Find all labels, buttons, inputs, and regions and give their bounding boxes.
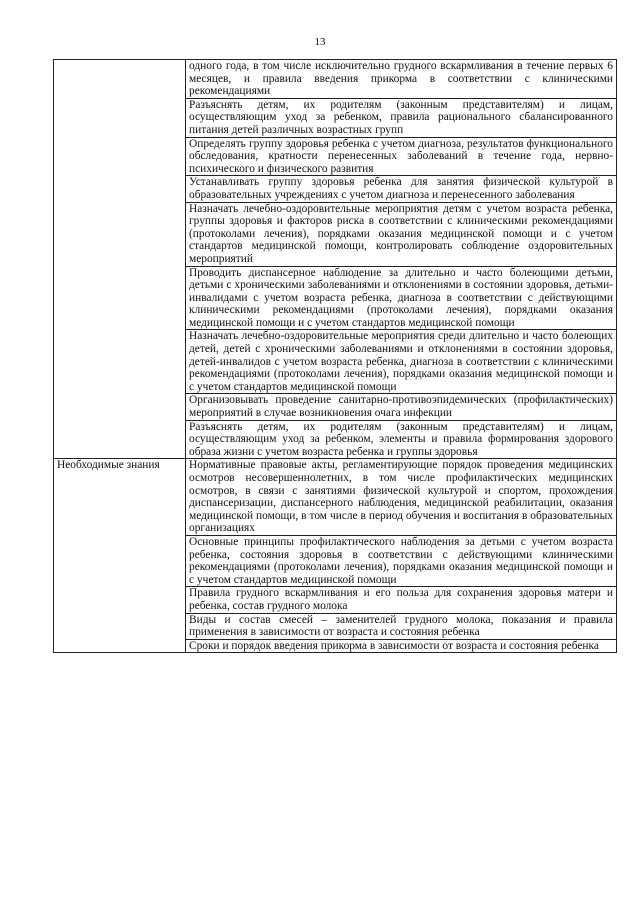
row-text: Правила грудного вскармливания и его польза для сохранения здоровья матери и ребенка, состав грудного молока — [189, 587, 613, 612]
row-text: Назначать лечебно-оздоровительные мероприятия детям с учетом возраста ребенка, группы здоровья и факторов риска в соответствии с клиническими рекомендациями (протоколами лечения), порядками оказания медицинской помощи и с учетом стандартов медицинской помощи, контролировать соблюдение оздоровительных мероприятий — [189, 202, 613, 265]
row-text-cell — [186, 613, 617, 639]
row-label-cell — [54, 60, 186, 459]
row-text-cell — [186, 60, 617, 99]
row-text: Проводить диспансерное наблюдение за длительно и часто болеющими детьми, детьми с хроническими заболеваниями и отклонениями в состоянии здоровья, детьми-инвалидами с учетом возраста ребенка, диагноза в соответствии с действующими клиническими рекомендациями (протоколами лечения), порядками оказания медицинской помощи и с учетом стандартов медицинской помощи — [189, 266, 613, 329]
row-text: Организовывать проведение санитарно-противоэпидемических (профилактических) мероприятий в случае возникновения очага инфекции — [189, 394, 613, 420]
row-text-cell — [186, 202, 617, 266]
row-text: Назначать лечебно-оздоровительные мероприятия среди длительно и часто болеющих детей, детей с хроническими заболеваниями и отклонениями в состоянии здоровья, детей-инвалидов с учетом возраста ребенка, диагноза в соответствии с клиническими рекомендациями (протоколами лечения), порядками оказания медицинской помощи и с учетом стандартов медицинской помощи — [189, 330, 613, 393]
row-text-cell — [186, 137, 617, 176]
row-text: Разъяснять детям, их родителям (законным представителям) и лицам, осуществляющим уход за ребенком, правила рационального сбалансированного питания детей различных возрастных групп — [189, 98, 613, 136]
row-text: Сроки и порядок введения прикорма в зависимости от возраста и состояния ребенка — [189, 639, 599, 652]
row-text: Устанавливать группу здоровья ребенка для занятия физической культурой в образовательных учреждениях с учетом диагноза и перенесенного заболевания — [189, 176, 613, 201]
table-row — [54, 60, 617, 99]
row-text-cell — [186, 98, 617, 137]
row-text-cell — [186, 587, 617, 613]
table-row — [54, 459, 617, 536]
page-number: 13 — [314, 36, 326, 48]
row-text: Определять группу здоровья ребенка с учетом диагноза, результатов функционального обследования, кратности перенесенных заболеваний в течение года, нервно-психического и физического развития — [189, 137, 613, 175]
row-text: Разъяснять детям, их родителям (законным представителям) и лицам, осуществляющим уход за ребенком, элементы и правила формирования здорового образа жизни с учетом возраста ребенка и группы здоровья — [189, 420, 613, 458]
row-text: одного года, в том числе исключительно грудного вскармливания в течение первых 6 месяцев, и правила введения прикорма в соответствии с клиническими рекомендациями — [189, 60, 613, 98]
row-text-cell — [186, 176, 617, 202]
row-text: Виды и состав смесей – заменителей грудного молока, показания и правила применения в зависимости от возраста и состояния ребенка — [189, 613, 613, 639]
competency-table — [53, 59, 617, 653]
row-text: Основные принципы профилактического наблюдения за детьми с учетом возраста ребенка, состояния здоровья в соответствии с действующими клиническими рекомендациями (протоколами лечения), порядками оказания медицинской помощи и с учетом стандартов медицинской помощи — [189, 535, 613, 586]
row-text-cell — [186, 420, 617, 459]
row-text-cell — [186, 535, 617, 586]
row-text-cell — [186, 330, 617, 394]
row-text-cell — [186, 394, 617, 420]
row-text: Нормативные правовые акты, регламентирующие порядок проведения медицинских осмотров несовершеннолетних, в том числе профилактических медицинских осмотров, в связи с занятиями физической культурой и спортом, прохождения диспансеризации, диспансерного наблюдения, медицинской реабилитации, оказания медицинской помощи, в том числе в период обучения и воспитания в образовательных организациях — [189, 459, 613, 535]
row-text-cell — [186, 266, 617, 330]
row-text-cell — [186, 639, 617, 653]
row-label-cell: Необходимые знания — [54, 459, 186, 653]
row-text-cell — [186, 459, 617, 536]
